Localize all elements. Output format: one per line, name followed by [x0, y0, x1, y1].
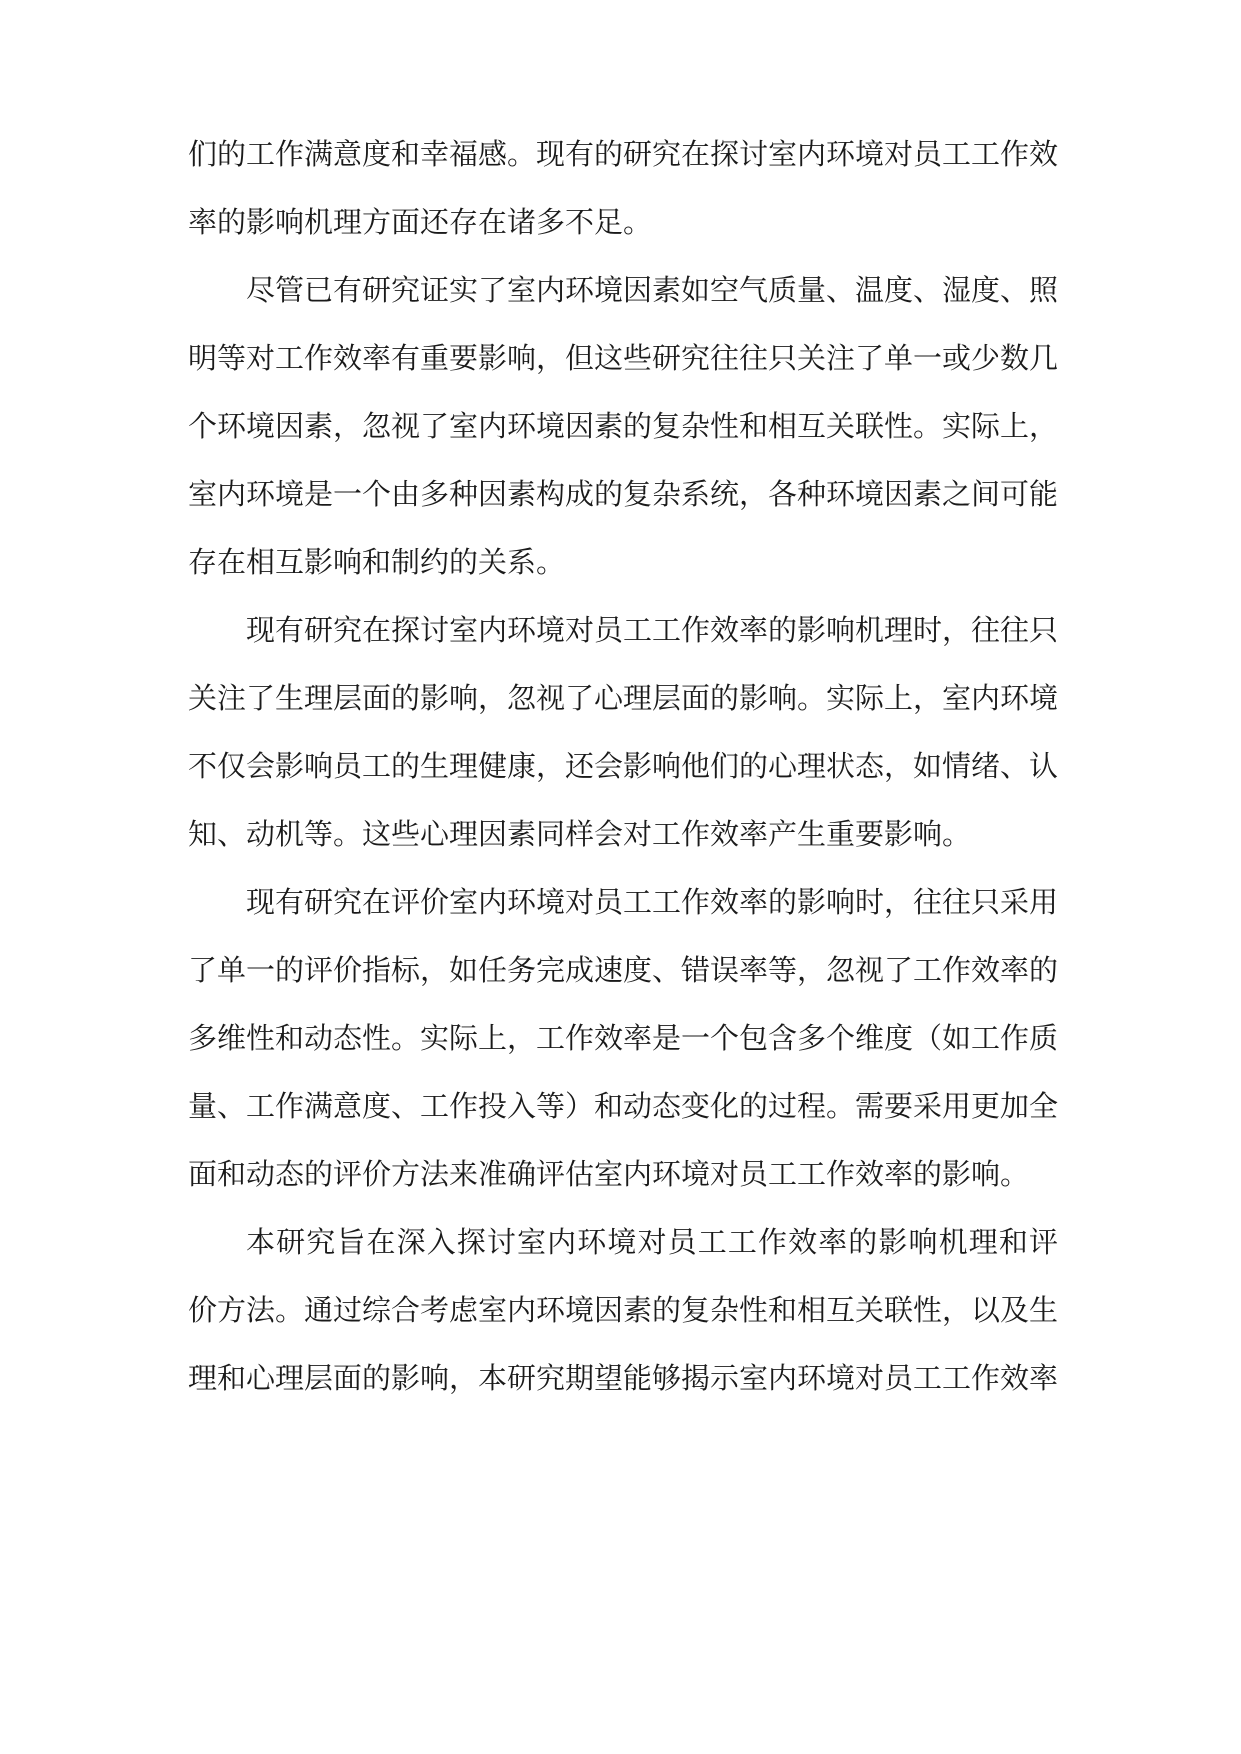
- text-line: 存在相互影响和制约的关系。: [188, 545, 566, 579]
- text-line: 本研究旨在深入探讨室内环境对员工工作效率的影响机理和评: [246, 1225, 1058, 1259]
- text-line: 室内环境是一个由多种因素构成的复杂系统，各种环境因素之间可能: [188, 477, 1059, 511]
- text-line: 多维性和动态性。实际上，工作效率是一个包含多个维度（如工作质: [188, 1021, 1059, 1055]
- text-line: 关注了生理层面的影响，忽视了心理层面的影响。实际上，室内环境: [188, 681, 1059, 715]
- text-line: 个环境因素，忽视了室内环境因素的复杂性和相互关联性。实际上，: [188, 409, 1059, 443]
- text-line: 明等对工作效率有重要影响，但这些研究往往只关注了单一或少数几: [188, 341, 1059, 375]
- text-line: 尽管已有研究证实了室内环境因素如空气质量、温度、湿度、照: [246, 273, 1059, 307]
- text-line: 价方法。通过综合考虑室内环境因素的复杂性和相互关联性，以及生: [188, 1293, 1059, 1327]
- text-line: 理和心理层面的影响，本研究期望能够揭示室内环境对员工工作效率: [188, 1361, 1059, 1395]
- text-line: 率的影响机理方面还存在诸多不足。: [188, 205, 653, 239]
- text-line: 现有研究在评价室内环境对员工工作效率的影响时，往往只采用: [246, 885, 1059, 919]
- text-line: 不仅会影响员工的生理健康，还会影响他们的心理状态，如情绪、认: [188, 749, 1059, 783]
- text-line: 面和动态的评价方法来准确评估室内环境对员工工作效率的影响。: [188, 1157, 1030, 1191]
- text-line: 现有研究在探讨室内环境对员工工作效率的影响机理时，往往只: [246, 613, 1059, 647]
- text-line: 知、动机等。这些心理因素同样会对工作效率产生重要影响。: [188, 817, 972, 851]
- text-line: 量、工作满意度、工作投入等）和动态变化的过程。需要采用更加全: [188, 1089, 1059, 1123]
- text-line: 了单一的评价指标，如任务完成速度、错误率等，忽视了工作效率的: [188, 953, 1059, 987]
- text-line: 们的工作满意度和幸福感。现有的研究在探讨室内环境对员工工作效: [188, 137, 1059, 171]
